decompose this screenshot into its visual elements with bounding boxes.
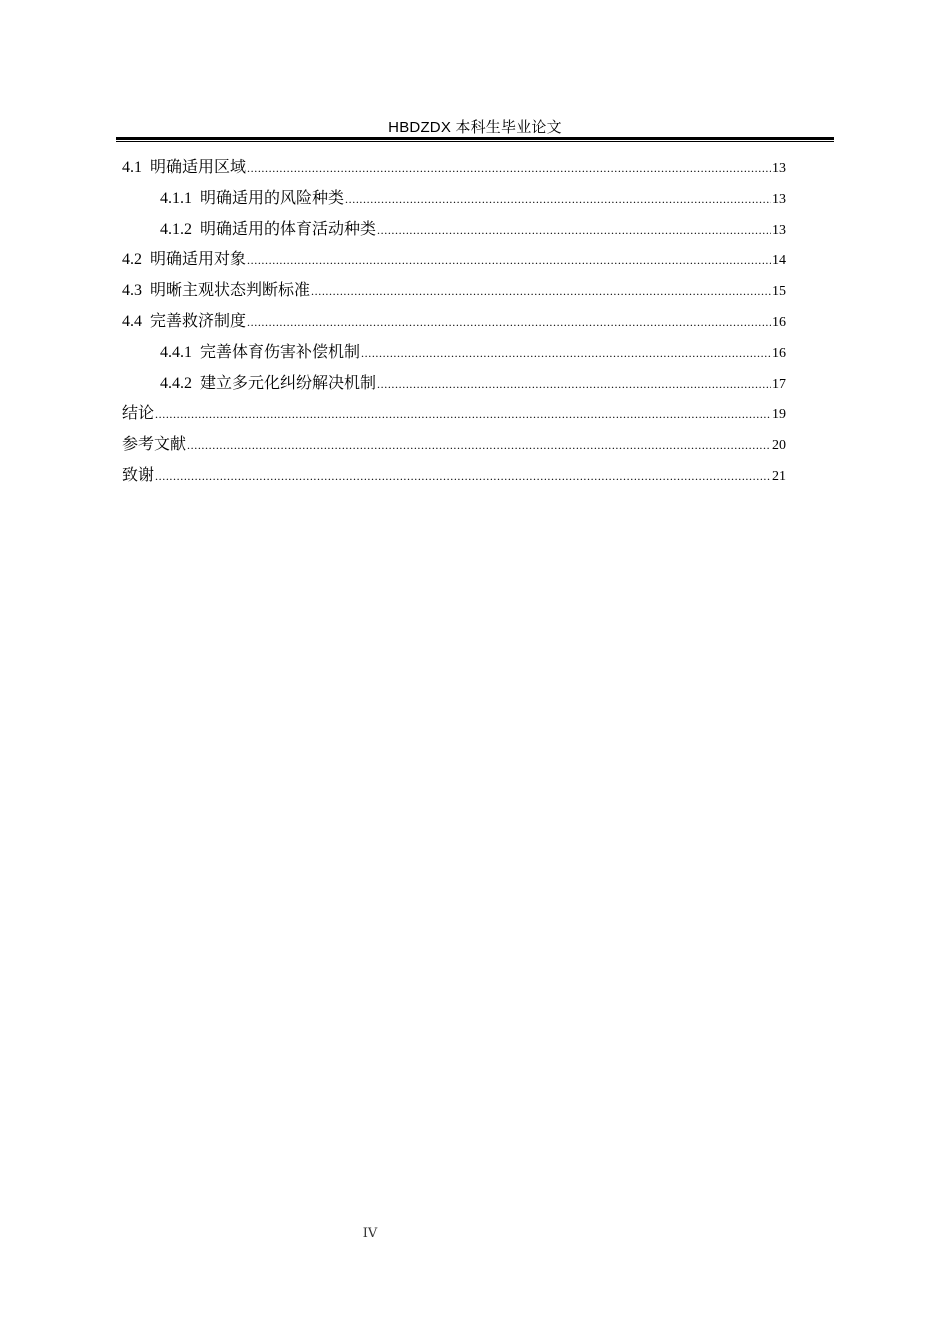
toc-entry[interactable]	[122, 215, 786, 246]
toc-entry-title: 明确适用的风险种类	[200, 189, 345, 207]
toc-entry-page: 19	[772, 407, 786, 423]
toc-entry-page: 16	[772, 314, 786, 330]
toc-leader-dots	[377, 215, 771, 246]
toc-entry-page: 13	[772, 222, 786, 238]
toc-entry-number: 4.4.2	[160, 374, 192, 392]
toc-entry[interactable]	[122, 153, 786, 184]
toc-entry[interactable]	[122, 184, 786, 215]
toc-entry-page: 17	[772, 376, 786, 392]
toc-entry-title: 明确适用区域	[150, 159, 247, 176]
toc-entry-references[interactable]	[122, 430, 786, 461]
toc-entry[interactable]	[122, 245, 786, 276]
toc-entry-number: 4.4.1	[160, 343, 192, 361]
header-rule-thin	[116, 141, 834, 142]
toc-entry-page: 20	[772, 438, 786, 454]
toc-entry[interactable]	[122, 276, 786, 307]
table-of-contents	[122, 153, 786, 492]
toc-leader-dots	[345, 184, 771, 215]
toc-leader-dots	[361, 338, 771, 369]
toc-entry-number: 4.4	[122, 312, 142, 330]
toc-entry-number: 4.1	[122, 159, 142, 176]
toc-entry-title: 结论	[122, 405, 155, 423]
toc-leader-dots	[247, 307, 771, 338]
toc-entry-title: 明确适用对象	[150, 251, 247, 269]
toc-entry[interactable]	[122, 307, 786, 338]
toc-entry-number: 4.1.2	[160, 220, 192, 238]
toc-entry-number: 4.3	[122, 282, 142, 300]
toc-entry-page: 14	[772, 253, 786, 269]
toc-leader-dots	[187, 430, 771, 461]
toc-leader-dots	[247, 245, 771, 276]
toc-entry[interactable]	[122, 369, 786, 400]
toc-entry-title: 明确适用的体育活动种类	[200, 220, 377, 238]
toc-entry-page: 15	[772, 284, 786, 300]
toc-entry-title: 致谢	[122, 466, 155, 484]
toc-entry[interactable]	[122, 338, 786, 369]
toc-leader-dots	[377, 369, 771, 400]
page-header-title: HBDZDX 本科生毕业论文	[388, 119, 562, 136]
toc-entry-title: 完善救济制度	[150, 312, 247, 330]
toc-entry-conclusion[interactable]	[122, 399, 786, 430]
toc-entry-number: 4.1.1	[160, 189, 192, 207]
page-number: IV	[362, 1226, 378, 1241]
toc-entry-page: 16	[772, 345, 786, 361]
toc-entry-title: 明晰主观状态判断标准	[150, 282, 311, 300]
toc-entry-title: 建立多元化纠纷解决机制	[200, 374, 377, 392]
toc-entry-acknowledgements[interactable]	[122, 461, 786, 492]
toc-entry-page: 21	[772, 468, 786, 484]
toc-leader-dots	[247, 153, 771, 184]
toc-entry-title: 参考文献	[122, 436, 187, 454]
toc-leader-dots	[155, 461, 771, 492]
toc-entry-page: 13	[772, 191, 786, 207]
toc-entry-page: 13	[772, 161, 786, 176]
header-rule-thick	[116, 137, 834, 140]
toc-entry-number: 4.2	[122, 251, 142, 269]
toc-leader-dots	[155, 399, 771, 430]
toc-leader-dots	[311, 276, 771, 307]
toc-entry-title: 完善体育伤害补偿机制	[200, 343, 361, 361]
